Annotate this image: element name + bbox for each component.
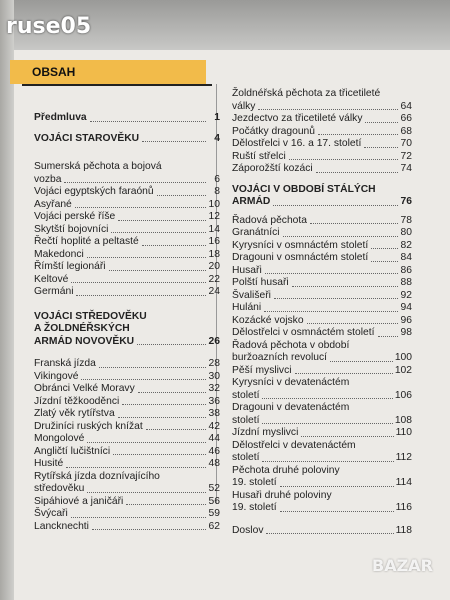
- toc-leader-dots: [118, 220, 206, 221]
- toc-entry-title: Švýcaři: [34, 508, 68, 519]
- toc-entry-title: Řadová pěchota: [232, 214, 307, 226]
- toc-spacer: [232, 176, 412, 184]
- toc-spacer: [34, 348, 220, 358]
- toc-leader-dots: [274, 298, 398, 299]
- toc-entry-title: Lancknechti: [34, 520, 89, 532]
- toc-entry-title: Polští husaři: [232, 277, 289, 288]
- toc-entry-page: 70: [400, 138, 412, 149]
- watermark-top: ruse05: [6, 14, 92, 39]
- toc-leader-dots: [142, 141, 206, 142]
- toc-leader-dots: [295, 373, 393, 374]
- toc-entry-line: VOJÁCI V OBDOBÍ STÁLÝCH: [232, 183, 376, 195]
- toc-entry: [232, 163, 412, 176]
- toc-entry-page: 12: [208, 211, 220, 222]
- toc-entry-page: 80: [400, 227, 412, 238]
- toc-entry-page: 38: [208, 408, 220, 419]
- toc-entry: [232, 452, 412, 465]
- toc-leader-dots: [113, 454, 206, 455]
- toc-entry-title: Germáni: [34, 286, 74, 297]
- toc-leader-dots: [87, 492, 206, 493]
- toc-leader-dots: [75, 207, 206, 208]
- toc-entry-line: Řadová pěchota v období: [232, 339, 350, 351]
- toc-entry-page: 59: [208, 508, 220, 519]
- toc-entry-page: 82: [400, 239, 412, 251]
- toc-entry: [34, 112, 220, 125]
- toc-leader-dots: [118, 417, 206, 418]
- toc-entry-title: středověku: [34, 483, 85, 494]
- toc-right-column: [232, 88, 412, 537]
- toc-entry-page: 118: [395, 524, 412, 536]
- toc-entry-title: Řečtí hoplité a peltasté: [34, 236, 139, 247]
- toc-entry-page: 52: [208, 483, 220, 494]
- toc-leader-dots: [71, 517, 206, 518]
- toc-entry: [232, 477, 412, 490]
- toc-entry-title: Švališeři: [232, 289, 271, 301]
- toc-entry: [34, 236, 220, 249]
- toc-entry: [34, 433, 220, 446]
- toc-entry: [232, 196, 412, 209]
- toc-entry: [232, 315, 412, 328]
- toc-entry-title: 19. století: [232, 477, 277, 488]
- toc-entry-title: Vojáci egyptských faraónů: [34, 186, 154, 197]
- toc-leader-dots: [265, 273, 398, 274]
- toc-entry-title: Ruští střelci: [232, 150, 286, 162]
- toc-entry: [34, 336, 220, 349]
- toc-entry: [34, 199, 220, 212]
- toc-entry-title: století: [232, 414, 260, 426]
- toc-entry-page: 110: [395, 427, 412, 438]
- toc-entry-title: Jízdní myslivci: [232, 427, 299, 438]
- toc-leader-dots: [301, 436, 393, 437]
- toc-entry-title: Předmluva: [34, 112, 87, 123]
- toc-entry-page: 86: [400, 264, 412, 276]
- toc-entry-page: 78: [400, 214, 412, 226]
- toc-entry-title: Vojáci perské říše: [34, 211, 116, 222]
- toc-entry-title: ARMÁD NOVOVĚKU: [34, 335, 135, 347]
- toc-entry: [232, 277, 412, 290]
- toc-entry-page: 26: [208, 335, 220, 347]
- toc-entry: [34, 383, 220, 396]
- toc-entry-page: 94: [400, 302, 412, 313]
- toc-entry-title: Družiníci ruských knížat: [34, 420, 143, 432]
- toc-leader-dots: [280, 486, 394, 487]
- toc-entry-title: Dělostřelci v osmnáctém století: [232, 327, 375, 338]
- toc-leader-dots: [316, 172, 398, 173]
- toc-entry: [232, 352, 412, 365]
- toc-entry-title: Angličtí lučištníci: [34, 445, 111, 457]
- toc-leader-dots: [146, 429, 206, 430]
- toc-leader-dots: [262, 398, 392, 399]
- toc-entry: [34, 249, 220, 262]
- toc-leader-dots: [262, 423, 392, 424]
- toc-leader-dots: [66, 467, 206, 468]
- toc-entry-page: 76: [400, 196, 412, 207]
- toc-leader-dots: [307, 323, 398, 324]
- toc-entry-page: 72: [400, 150, 412, 162]
- toc-entry: [232, 525, 412, 538]
- toc-entry-title: Mongolové: [34, 433, 85, 444]
- toc-leader-dots: [142, 245, 206, 246]
- toc-entry-page: 74: [400, 163, 412, 174]
- toc-entry: [232, 502, 412, 515]
- toc-entry-title: Husité: [34, 458, 64, 469]
- toc-leader-dots: [280, 511, 394, 512]
- toc-entry-page: 62: [208, 520, 220, 532]
- toc-leader-dots: [92, 529, 206, 530]
- toc-entry-title: Jízdní těžkooděnci: [34, 395, 120, 407]
- toc-entry-title: Husaři: [232, 264, 262, 276]
- toc-entry-title: Makedonci: [34, 248, 84, 260]
- toc-entry-title: Doslov: [232, 524, 264, 536]
- toc-entry-title: Římští legionáři: [34, 261, 106, 272]
- toc-entry-page: 88: [400, 277, 412, 288]
- watermark-bottom: BAZAR: [372, 556, 433, 575]
- toc-entry: [34, 458, 220, 471]
- toc-leader-dots: [273, 205, 398, 206]
- header-rule: [22, 84, 212, 86]
- toc-entry-title: ARMÁD: [232, 196, 271, 207]
- toc-entry-title: vozba: [34, 173, 62, 185]
- toc-entry-page: 106: [394, 389, 412, 401]
- toc-entry: [34, 421, 220, 434]
- toc-entry-page: 56: [208, 495, 220, 507]
- toc-entry-page: 48: [208, 458, 220, 469]
- toc-entry: [34, 261, 220, 274]
- toc-leader-dots: [258, 109, 398, 110]
- toc-entry: [232, 215, 412, 228]
- toc-leader-dots: [126, 504, 206, 505]
- toc-entry-title: Vikingové: [34, 370, 79, 382]
- toc-leader-dots: [310, 223, 398, 224]
- toc-entry: [232, 327, 412, 340]
- toc-leader-dots: [81, 379, 206, 380]
- toc-entry-page: 32: [208, 383, 220, 394]
- toc-entry-title: Záporožští kozáci: [232, 163, 313, 174]
- toc-entry: [232, 252, 412, 265]
- toc-leader-dots: [371, 261, 398, 262]
- toc-entry-title: Skytští bojovníci: [34, 223, 109, 235]
- toc-entry-page: 68: [400, 125, 412, 137]
- toc-entry-line: Pěchota druhé poloviny: [232, 464, 340, 476]
- toc-entry-page: 6: [214, 173, 220, 185]
- toc-entry: [34, 483, 220, 496]
- toc-entry-page: 84: [400, 252, 412, 263]
- toc-entry: [232, 227, 412, 240]
- toc-entry-page: 66: [400, 113, 412, 124]
- toc-entry-title: století: [232, 452, 260, 463]
- toc-entry-title: Obránci Velké Moravy: [34, 383, 135, 394]
- toc-entry-page: 8: [214, 186, 220, 197]
- toc-entry-title: století: [232, 389, 260, 401]
- contents-header: [10, 60, 206, 84]
- toc-entry-page: 44: [208, 433, 220, 444]
- toc-entry-line: Husaři druhé poloviny: [232, 489, 332, 501]
- toc-leader-dots: [138, 392, 206, 393]
- toc-entry-page: 10: [208, 198, 220, 210]
- toc-leader-dots: [371, 248, 398, 249]
- toc-entry-page: 100: [394, 352, 412, 363]
- toc-entry-title: války: [232, 100, 256, 112]
- toc-entry-page: 36: [208, 395, 220, 407]
- toc-leader-dots: [283, 236, 398, 237]
- toc-leader-dots: [364, 147, 398, 148]
- toc-entry: [232, 113, 412, 126]
- toc-entry: [34, 496, 220, 509]
- toc-entry-page: 98: [400, 327, 412, 338]
- toc-entry-page: 96: [400, 314, 412, 326]
- toc-leader-dots: [87, 257, 206, 258]
- toc-entry-page: 114: [395, 477, 412, 488]
- toc-entry: [232, 265, 412, 278]
- toc-leader-dots: [99, 367, 206, 368]
- toc-entry-page: 28: [208, 358, 220, 369]
- toc-entry-page: 92: [400, 289, 412, 301]
- toc-entry-line: VOJÁCI STŘEDOVĚKU: [34, 310, 147, 322]
- toc-entry: [34, 396, 220, 409]
- toc-entry-page: 4: [214, 132, 220, 144]
- toc-entry-page: 18: [208, 248, 220, 260]
- toc-entry-page: 1: [214, 112, 220, 123]
- contents-title: OBSAH: [32, 65, 76, 79]
- toc-spacer: [232, 515, 412, 525]
- toc-leader-dots: [76, 295, 206, 296]
- toc-entry-page: 20: [208, 261, 220, 272]
- toc-entry: [34, 446, 220, 459]
- toc-entry-title: Huláni: [232, 302, 262, 313]
- toc-entry-title: Dragouni v osmnáctém století: [232, 252, 369, 263]
- toc-leader-dots: [111, 232, 206, 233]
- toc-entry: [34, 224, 220, 237]
- toc-entry-line: Dragouni v devatenáctém: [232, 402, 350, 413]
- toc-entry-line: Kyrysníci v devatenáctém: [232, 377, 350, 388]
- toc-entry-page: 22: [208, 273, 220, 285]
- toc-entry: [34, 371, 220, 384]
- toc-leader-dots: [318, 134, 398, 135]
- toc-entry: [232, 390, 412, 403]
- toc-left-column: [34, 112, 220, 533]
- toc-leader-dots: [262, 461, 393, 462]
- toc-entry-page: 42: [208, 420, 220, 432]
- toc-entry-page: 108: [394, 414, 412, 426]
- toc-leader-dots: [157, 195, 206, 196]
- toc-entry-page: 102: [394, 364, 412, 376]
- toc-entry-title: VOJÁCI STAROVĚKU: [34, 132, 140, 144]
- toc-entry-page: 14: [208, 223, 220, 235]
- toc-leader-dots: [365, 122, 398, 123]
- toc-entry-title: Kyrysníci v osmnáctém století: [232, 239, 369, 251]
- toc-entry-page: 30: [208, 370, 220, 382]
- toc-entry: [232, 101, 412, 114]
- toc-leader-dots: [71, 282, 206, 283]
- toc-entry-title: Sipáhiové a janičáři: [34, 495, 124, 507]
- toc-leader-dots: [109, 270, 206, 271]
- toc-entry: [34, 358, 220, 371]
- toc-leader-dots: [378, 336, 399, 337]
- toc-entry-page: 116: [395, 502, 412, 513]
- toc-entry-title: 19. století: [232, 502, 277, 513]
- toc-entry-line: A ŽOLDNÉŘSKÝCH: [34, 323, 130, 334]
- toc-entry-page: 16: [208, 236, 220, 247]
- toc-leader-dots: [266, 533, 393, 534]
- toc-entry-title: Dělostřelci v 16. a 17. století: [232, 138, 362, 149]
- toc-entry-line: Sumerská pěchota a bojová: [34, 161, 162, 172]
- toc-leader-dots: [90, 121, 206, 122]
- toc-entry-page: 46: [208, 445, 220, 457]
- toc-entry: [34, 508, 220, 521]
- toc-entry-title: Franská jízda: [34, 358, 96, 369]
- toc-entry-line: Žoldnéřská pěchota za třicetileté: [232, 88, 381, 99]
- toc-entry-title: Počátky dragounů: [232, 125, 316, 137]
- toc-entry: [232, 240, 412, 253]
- toc-leader-dots: [330, 361, 393, 362]
- toc-leader-dots: [87, 442, 206, 443]
- toc-leader-dots: [64, 182, 206, 183]
- toc-entry: [34, 211, 220, 224]
- toc-entry-title: Pěší myslivci: [232, 364, 292, 376]
- toc-entry: [232, 415, 412, 428]
- toc-entry: [34, 186, 220, 199]
- toc-entry: [232, 151, 412, 164]
- toc-entry: [232, 126, 412, 139]
- toc-leader-dots: [264, 311, 398, 312]
- toc-entry-title: buržoazních revolucí: [232, 352, 328, 363]
- toc-entry: [232, 302, 412, 315]
- toc-entry: [34, 521, 220, 534]
- toc-entry: [232, 427, 412, 440]
- toc-entry: [34, 408, 220, 421]
- toc-spacer: [34, 145, 220, 161]
- toc-spacer: [34, 299, 220, 311]
- toc-entry: [232, 138, 412, 151]
- toc-entry-title: Kozácké vojsko: [232, 314, 304, 326]
- toc-entry-line: Dělostřelci v devatenáctém: [232, 439, 356, 451]
- toc-spacer: [34, 125, 220, 133]
- toc-entry-page: 112: [395, 452, 412, 463]
- toc-entry: [232, 365, 412, 378]
- toc-entry-title: Granátníci: [232, 227, 280, 238]
- toc-entry-page: 64: [400, 100, 412, 112]
- toc-entry-title: Keltové: [34, 273, 69, 285]
- toc-entry: [34, 274, 220, 287]
- toc-entry: [34, 174, 220, 187]
- toc-entry-page: 24: [208, 286, 220, 297]
- toc-leader-dots: [122, 404, 206, 405]
- toc-entry-title: Zlatý věk rytířstva: [34, 408, 115, 419]
- toc-leader-dots: [292, 286, 398, 287]
- toc-entry-title: Asyřané: [34, 198, 72, 210]
- toc-entry-line: Rytířská jízda doznívajícího: [34, 470, 160, 482]
- toc-entry: [34, 286, 220, 299]
- toc-entry: [232, 290, 412, 303]
- toc-entry: [34, 133, 220, 146]
- toc-entry-title: Jezdectvo za třicetileté války: [232, 113, 363, 124]
- book-spine: [0, 0, 14, 600]
- toc-leader-dots: [289, 159, 398, 160]
- toc-leader-dots: [137, 344, 206, 345]
